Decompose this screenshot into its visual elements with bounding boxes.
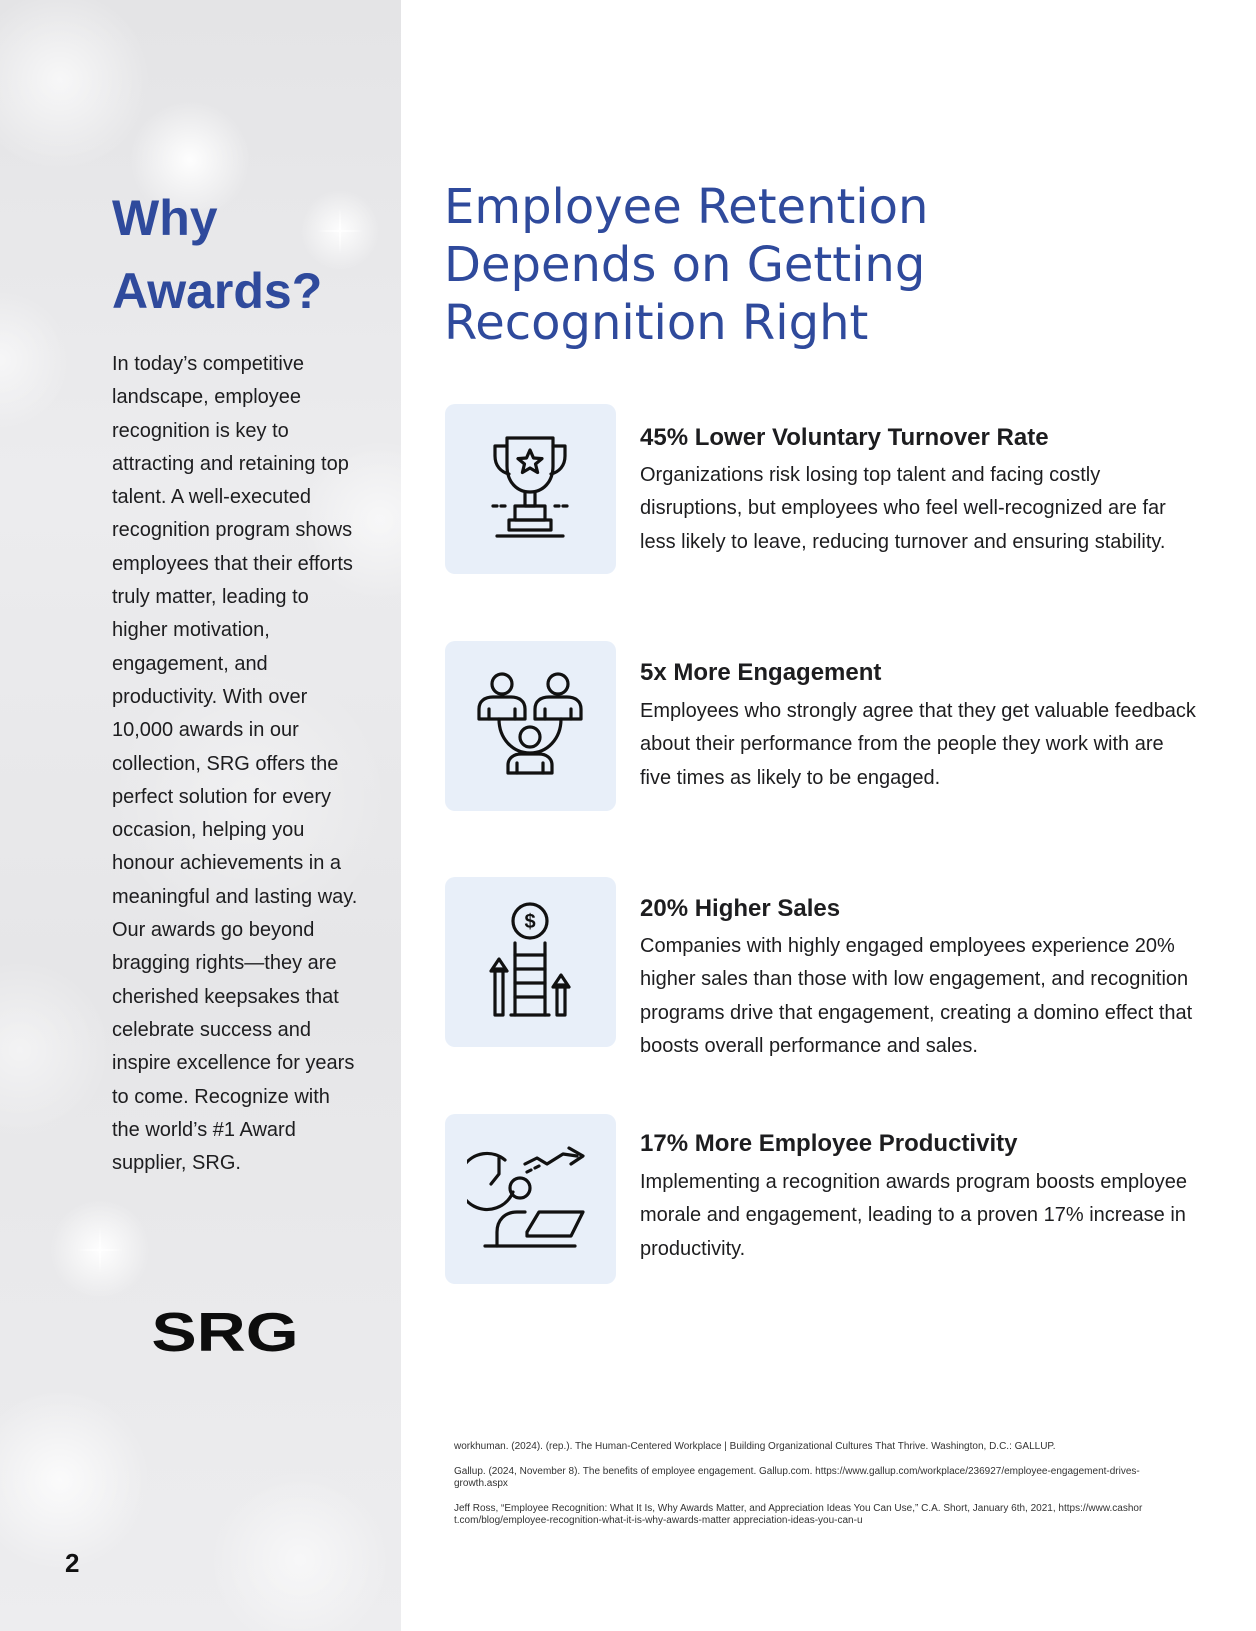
reference-item: Jeff Ross, “Employee Recognition: What It Is, Why Awards Matter, and Appreciation Ideas You Can Use,” C.A. Short, January 6th, 2021, https://www.cashort.com/blog/employee-recognition-what-it-is-why-awards-matter appreciation-ideas-you-can-u [454,1503,1143,1526]
sidebar-title [112,182,322,328]
main-title [444,178,1204,352]
stat-description: Implementing a recognition awards program boosts employee morale and engagement, leading to a proven 17% increase in productivity. [640,1171,1187,1260]
sparkle-decoration [99,1227,101,1273]
reference-item: Gallup. (2024, November 8). The benefits of employee engagement. Gallup.com. https://www.gallup.com/workplace/236927/employee-engagement-drives-growth.aspx [454,1466,1140,1489]
main-title-line: Depends on Getting [444,237,926,293]
logo-text: SRG [151,1302,299,1356]
stat-heading: 20% Higher Sales [640,895,841,922]
srg-logo [112,1300,338,1356]
icon-box [445,1114,616,1284]
stat-description: Organizations risk losing top talent and facing costly disruptions, but employees who feel well-recognized are far less likely to leave, reducing turnover and ensuring stability. [640,464,1166,553]
trophy-icon [467,426,593,552]
icon-box [445,404,616,574]
sidebar-body-text: In today’s competitive landscape, employee recognition is key to attracting and retaining top talent. A well-executed recognition program shows employees that their efforts truly matter, leading to higher motivation, engagement, and productivity. With over 10,000 awards in our collection, SRG offers the perfect solution for every occasion, helping you honour achievements in a meaningful and lasting way. Our awards go beyond bragging rights—they are cherished keepsakes that celebrate success and inspire excellence for years to come. Recognize with the world’s #1 Award supplier, SRG. [112,353,358,1175]
stat-heading: 17% More Employee Productivity [640,1130,1018,1157]
stat-block-engagement [445,641,1215,811]
sidebar-title-line: Awards? [112,263,323,319]
stat-block-sales [445,877,1215,1057]
stat-block-productivity [445,1114,1215,1284]
sales-growth-icon [467,899,593,1025]
icon-box [445,877,616,1047]
team-icon [467,663,593,789]
stat-description: Employees who strongly agree that they get valuable feedback about their performance from the people they work with are five times as likely to be engaged. [640,700,1196,789]
stat-description: Companies with highly engaged employees experience 20% higher sales than those with low engagement, and recognition programs drive that engagement, creating a domino effect that boosts overall performance and sales. [640,935,1193,1057]
icon-box [445,641,616,811]
references [454,1441,1144,1540]
main-title-line: Employee Retention [444,179,929,235]
stat-block-turnover [445,404,1215,574]
main-title-line: Recognition Right [444,295,869,351]
stat-heading: 5x More Engagement [640,659,882,686]
stat-heading: 45% Lower Voluntary Turnover Rate [640,424,1049,451]
sparkle-decoration [339,208,341,254]
productivity-icon [467,1136,593,1262]
reference-item: workhuman. (2024). (rep.). The Human-Centered Workplace | Building Organizational Cultures That Thrive. Washington, D.C.: GALLUP. [454,1441,1056,1452]
sidebar-title-line: Why [112,190,218,246]
dollar-sign-icon: $ [524,911,536,933]
sidebar-panel [0,0,401,1631]
page-number: 2 [65,1548,80,1578]
